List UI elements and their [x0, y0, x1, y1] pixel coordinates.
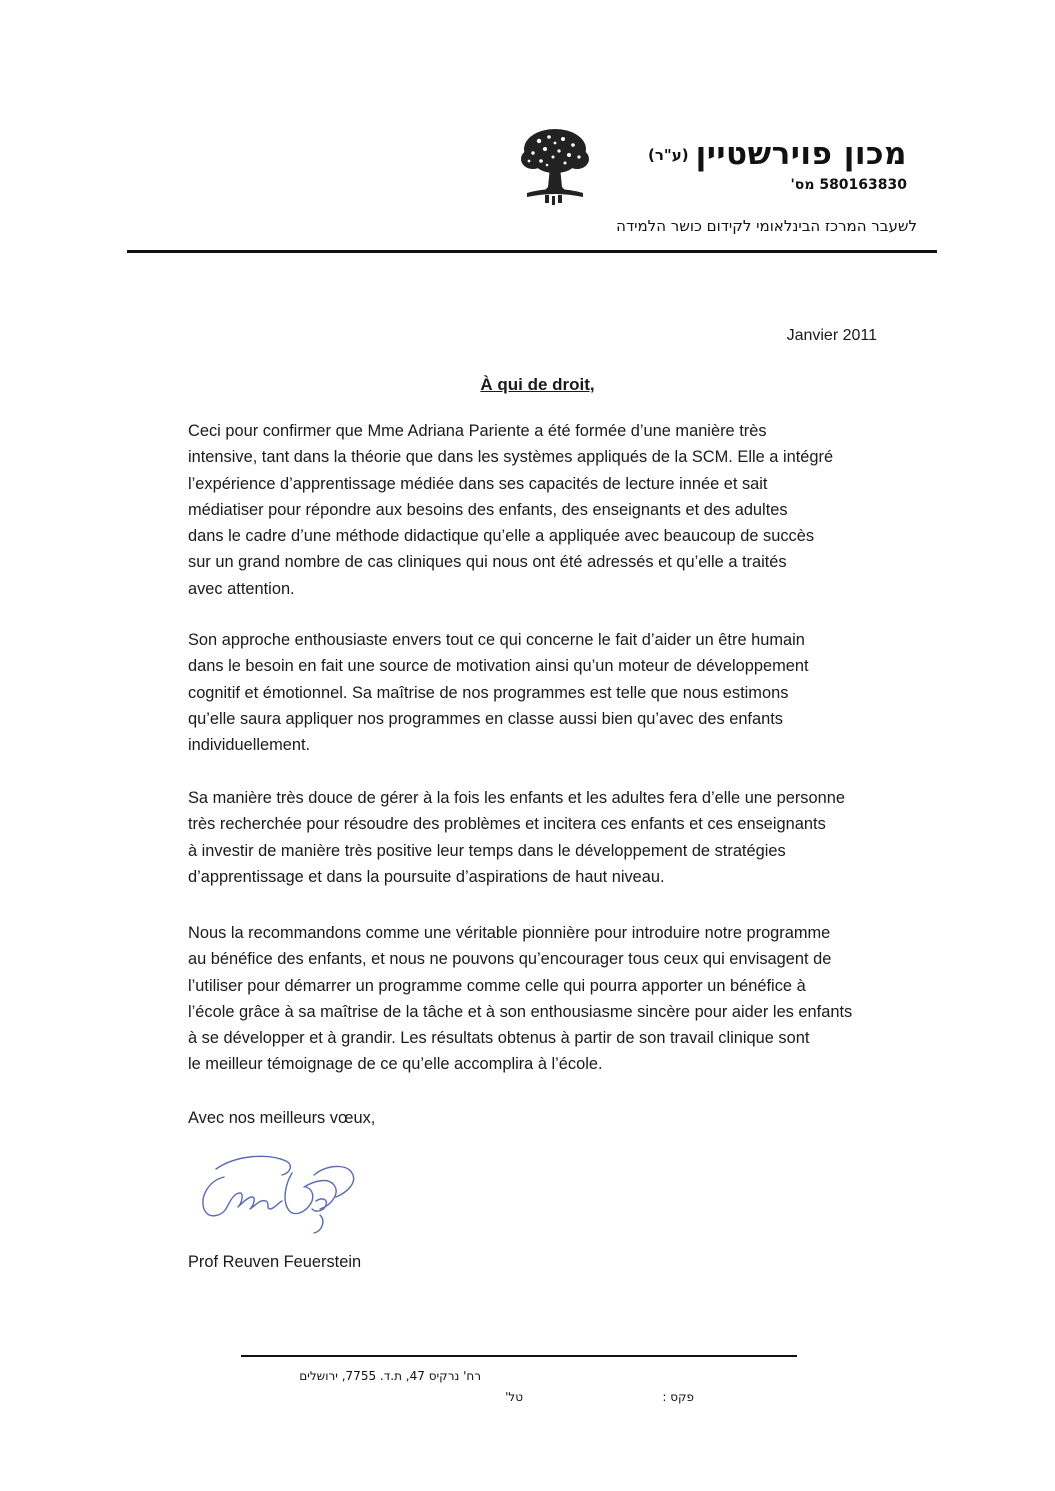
text-line: Son approche enthousiaste envers tout ce qui concerne le fait d’aider un être humain [188, 631, 805, 649]
footer-address: רח' נרקיס 47, ת.ד. 7755, ירושלים [299, 1369, 481, 1383]
paragraph-3 [188, 785, 898, 890]
text-line: l’expérience d’apprentissage médiée dans ses capacités de lecture innée et sait [188, 474, 768, 493]
org-name: מכון פוירשטיין [695, 136, 907, 172]
letter-date: Janvier 2011 [786, 327, 877, 344]
text-line: Ceci pour confirmer que Mme Adriana Pariente a été formée d’une manière très [188, 422, 767, 440]
org-registration-suffix: (ע"ר) [648, 146, 689, 164]
letter-closing: Avec nos meilleurs vœux, [188, 1109, 376, 1127]
text-line: à se développer et à grandir. Les résultats obtenus à partir de son travail clinique sont [188, 1029, 810, 1048]
text-line: avec attention. [188, 579, 295, 598]
footer-fax-label: פקס : [662, 1390, 694, 1404]
signatory-name: Prof Reuven Feuerstein [188, 1253, 362, 1271]
footer-phone-label: טל' [505, 1390, 523, 1404]
text-line: qu’elle saura appliquer nos programmes en classe aussi bien qu’avec des enfants [188, 709, 783, 728]
tree-logo-icon [519, 127, 591, 207]
text-line: dans le besoin en fait une source de motivation ainsi qu’un moteur de développement [188, 657, 809, 676]
letter-salutation: À qui de droit, [480, 375, 595, 394]
text-line: à investir de manière très positive leur temps dans le développement de stratégies [188, 841, 786, 860]
text-line: médiatiser pour répondre aux besoins des enfants, des enseignants et des adultes [188, 500, 788, 519]
text-line: le meilleur témoignage de ce qu’elle accomplira à l’école. [188, 1055, 603, 1074]
text-line: l’école grâce à sa maîtrise de la tâche et à son enthousiasme sincère pour aider les enfants [188, 1002, 853, 1021]
text-line: très recherchée pour résoudre des problèmes et incitera ces enfants et ces enseignants [188, 815, 826, 834]
paragraph-2 [188, 627, 898, 758]
org-subtitle: לשעבר המרכז הבינלאומי לקידום כושר הלמידה [616, 217, 917, 235]
text-line: individuellement. [188, 736, 311, 755]
header-divider [127, 250, 937, 253]
text-line: dans le cadre d’une méthode didactique qu’elle a appliquée avec beaucoup de succès [188, 527, 815, 546]
handwritten-signature [196, 1147, 361, 1239]
paragraph-1 [188, 418, 898, 602]
text-line: Nous la recommandons comme une véritable pionnière pour introduire notre programme [188, 924, 831, 942]
text-line: cognitif et émotionnel. Sa maîtrise de nos programmes est telle que nous estimons [188, 683, 789, 702]
text-line: Sa manière très douce de gérer à la fois les enfants et les adultes fera d’elle une personne [188, 789, 845, 807]
org-registration-number: 580163830 מס' [790, 177, 907, 193]
footer-divider [241, 1355, 797, 1357]
text-line: au bénéfice des enfants, et nous ne pouvons qu’encourager tous ceux qui envisagent de [188, 950, 832, 969]
text-line: l’utiliser pour démarrer un programme comme celle qui pourra apporter un bénéfice à [188, 976, 806, 995]
text-line: d’apprentissage et dans la poursuite d’aspirations de haut niveau. [188, 867, 665, 886]
paragraph-4 [188, 920, 898, 1078]
text-line: intensive, tant dans la théorie que dans les systèmes appliqués de la SCM. Elle a intégré [188, 448, 834, 467]
text-line: sur un grand nombre de cas cliniques qui nous ont été adressés et qu’elle a traités [188, 553, 787, 572]
